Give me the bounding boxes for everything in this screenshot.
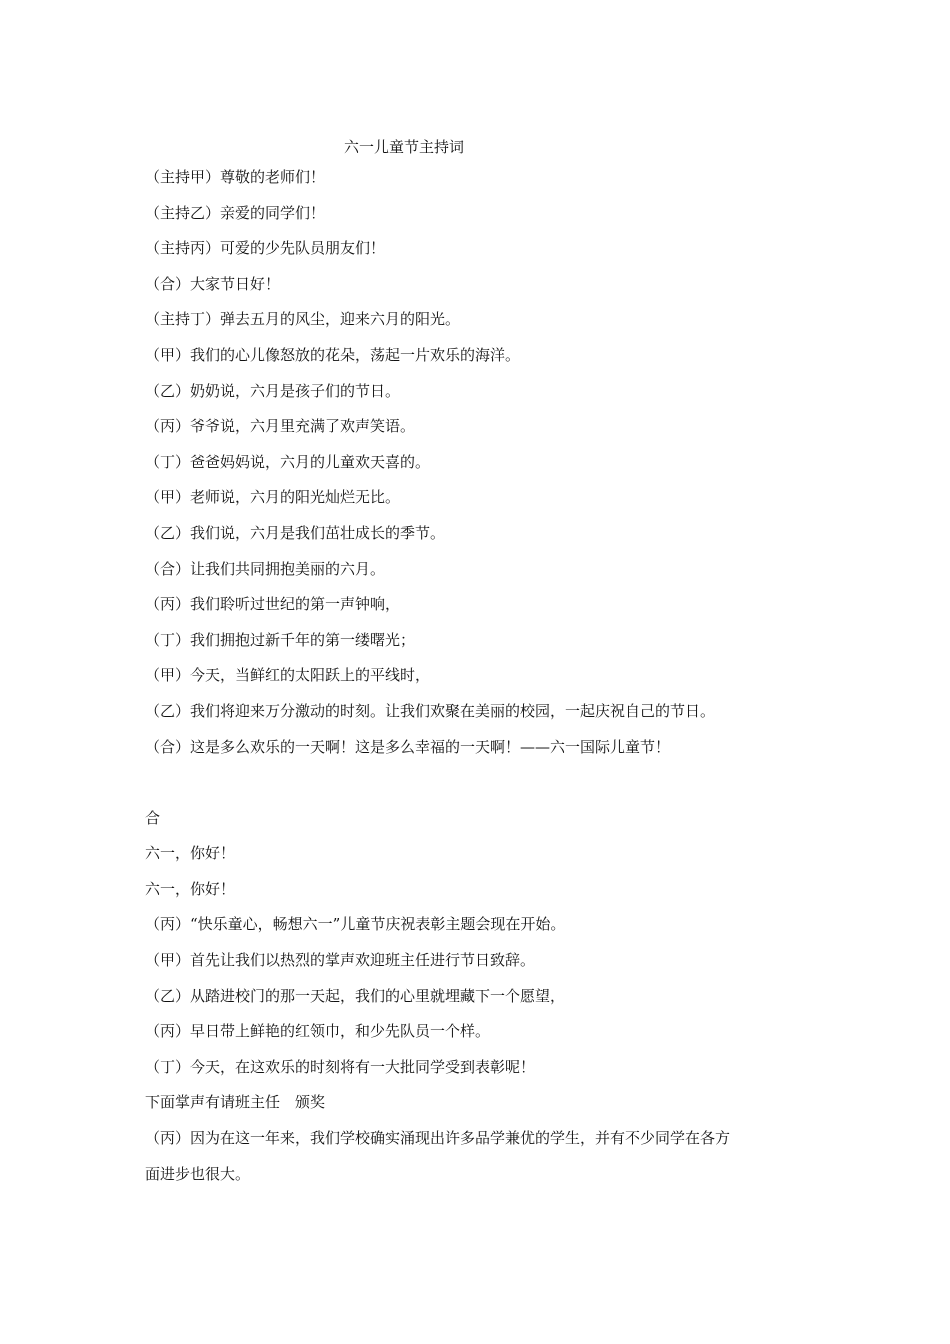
paragraph: （主持丁）弹去五月的风尘，迎来六月的阳光。 — [145, 310, 461, 329]
paragraph: （合）这是多么欢乐的一天啊！这是多么幸福的一天啊！——六一国际儿童节！ — [145, 737, 671, 756]
paragraph: 下面掌声有请班主任 颁奖 — [145, 1093, 326, 1112]
paragraph: （丙）早日带上鲜艳的红领巾，和少先队员一个样。 — [145, 1022, 491, 1041]
document-body — [145, 160, 735, 1192]
paragraph: （主持甲）尊敬的老师们！ — [145, 168, 326, 186]
blank-line — [145, 765, 735, 801]
paragraph: （乙）从踏进校门的那一天起，我们的心里就埋藏下一个愿望， — [145, 986, 566, 1005]
paragraph: （丙）爷爷说，六月里充满了欢声笑语。 — [145, 417, 416, 436]
paragraph: （乙）奶奶说，六月是孩子们的节日。 — [145, 381, 401, 400]
paragraph: （主持丙）可爱的少先队员朋友们！ — [145, 239, 386, 258]
paragraph: （丁）我们拥抱过新千年的第一缕曙光； — [145, 630, 416, 649]
paragraph: （甲）老师说，六月的阳光灿烂无比。 — [145, 488, 401, 507]
paragraph: （合）让我们共同拥抱美丽的六月。 — [145, 559, 386, 578]
paragraph: 六一，你好！ — [145, 879, 236, 898]
paragraph: （主持乙）亲爱的同学们！ — [145, 203, 326, 222]
paragraph: 合 — [145, 808, 161, 827]
paragraph: （甲）我们的心儿像怒放的花朵，荡起一片欢乐的海洋。 — [145, 345, 521, 364]
paragraph: 六一，你好！ — [145, 844, 236, 863]
paragraph: （丁）今天，在这欢乐的时刻将有一大批同学受到表彰呢！ — [145, 1057, 536, 1076]
paragraph: （乙）我们将迎来万分激动的时刻。让我们欢聚在美丽的校园，一起庆祝自己的节日。 — [145, 701, 716, 720]
paragraph: （丁）爸爸妈妈说，六月的儿童欢天喜的。 — [145, 452, 431, 471]
paragraph: （乙）我们说，六月是我们茁壮成长的季节。 — [145, 523, 446, 542]
paragraph: （合）大家节日好！ — [145, 274, 281, 293]
paragraph: （甲）首先让我们以热烈的掌声欢迎班主任进行节日致辞。 — [145, 951, 536, 970]
paragraph: （丙）“快乐童心，畅想六一”儿童节庆祝表彰主题会现在开始。 — [145, 915, 566, 934]
document-title: 六一儿童节主持词 — [343, 138, 464, 156]
paragraph: （丙）我们聆听过世纪的第一声钟响， — [145, 595, 401, 614]
paragraph: （丙）因为在这一年来，我们学校确实涌现出许多品学兼优的学生，并有不少同学在各方面进步也很大。 — [145, 1129, 731, 1183]
paragraph: （甲）今天，当鲜红的太阳跃上的平线时， — [145, 666, 431, 685]
